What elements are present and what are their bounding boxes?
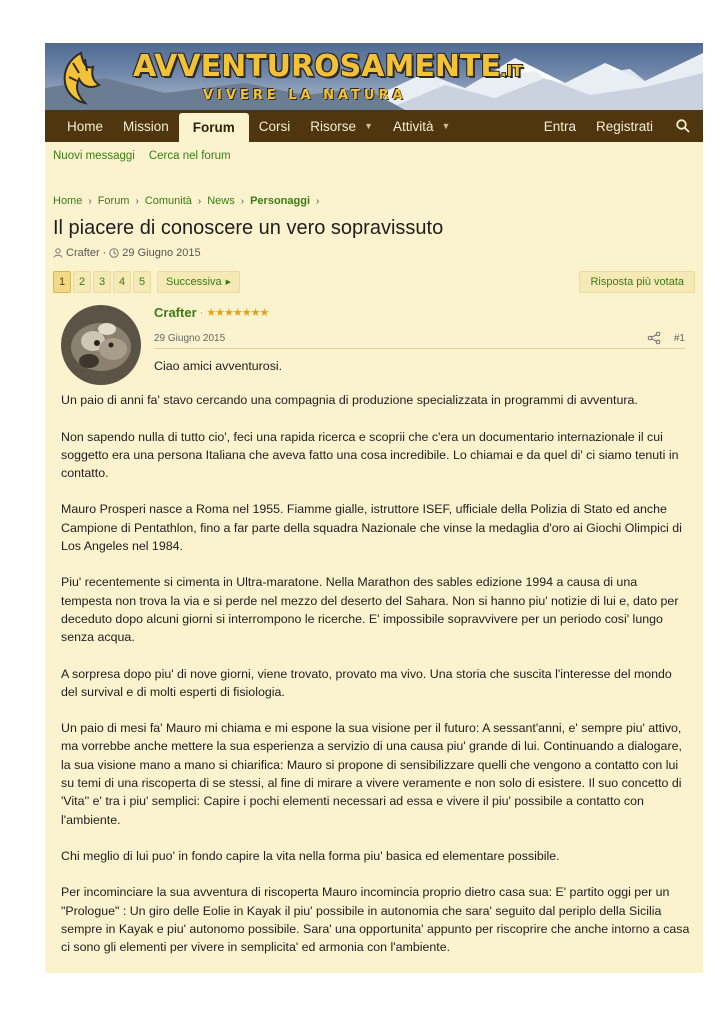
- page-5-button[interactable]: 5: [133, 271, 151, 293]
- brand-subtitle: VIVERE LA NATURA: [203, 88, 407, 103]
- nav-register[interactable]: Registrati: [595, 118, 653, 134]
- post-body: [61, 357, 691, 973]
- breadcrumb-home[interactable]: Home: [53, 195, 83, 207]
- breadcrumb-chevron-icon: ›: [240, 195, 245, 207]
- nav-risorse-label: Risorse: [310, 118, 357, 134]
- nav-attivita[interactable]: [383, 110, 460, 142]
- thread-date[interactable]: 29 Giugno 2015: [122, 247, 201, 259]
- page-title: Il piacere di conoscere un vero sopravissuto: [53, 217, 444, 239]
- sub-nav: [45, 142, 703, 170]
- nav-mission[interactable]: Mission: [123, 118, 169, 134]
- nav-login[interactable]: Entra: [543, 118, 576, 134]
- chevron-down-icon[interactable]: ▼: [364, 121, 373, 131]
- post-paragraph: Per incominciare la sua avventura di riscoperta Mauro incomincia proprio dietro casa sua: E' partito oggi per un "Prologue" : Un giro delle Eolie in Kayak il piu' possibile in autonomia che sara' seguito dal periplo della Sicilia sempre in Kayak e piu' autonomo possibile. Sara' una opportunita' appunto per riscoprire che anche intorno a casa ci sono gli elementi per vivere in semplicita' ed armonia con l'ambiente.: [61, 885, 690, 955]
- breadcrumb-chevron-icon: ›: [197, 195, 202, 207]
- top-voted-reply-button[interactable]: Risposta più votata: [579, 271, 695, 293]
- search-forum-link[interactable]: Cerca nel forum: [148, 150, 231, 162]
- post-paragraph: Mauro Prosperi nasce a Roma nel 1955. Fiamme gialle, istruttore ISEF, ufficiale della Polizia di Stato ed anche Campione di Pentathlon, fino a far parte della squadra Nazionale che vinse la medaglia d'oro ai Giochi Olimpici di Los Angeles nel 1984.: [61, 502, 682, 554]
- breadcrumb-comunita[interactable]: Comunità: [144, 195, 192, 207]
- user-icon: [53, 248, 63, 258]
- search-icon: [676, 119, 690, 133]
- meta-separator: ·: [102, 247, 107, 259]
- post-paragraph: Un paio di anni fa' stavo cercando una compagnia di produzione specializzata in programmi di avventura.: [61, 393, 638, 408]
- breadcrumb-chevron-icon: ›: [88, 195, 92, 207]
- nav-search-button[interactable]: [663, 110, 703, 142]
- thread-author[interactable]: Crafter: [66, 247, 100, 259]
- nav-risorse[interactable]: [300, 110, 383, 142]
- brand-title: [133, 49, 522, 84]
- breadcrumb-personaggi[interactable]: Personaggi: [250, 195, 310, 207]
- brand-title-text: AVVENTUROSAMENTE: [133, 49, 501, 84]
- post-author-line: [154, 305, 268, 320]
- nav-home[interactable]: Home: [67, 118, 104, 134]
- post-paragraph: Non sapendo nulla di tutto cio', feci una rapida ricerca e scoprii che c'era un documentario internazionale il cui soggetto era una persona Italiana che aveva fatto una cosa incredibile. Lo chiamai e da quel di' ci siamo tenuti in contatto.: [61, 429, 679, 481]
- post-number-link[interactable]: #1: [673, 333, 685, 344]
- next-page-label: Successiva: [166, 276, 222, 288]
- post-divider: [154, 348, 685, 349]
- breadcrumb-forum[interactable]: Forum: [97, 195, 130, 207]
- nav-attivita-label: Attività: [392, 118, 434, 134]
- new-messages-link[interactable]: Nuovi messaggi: [53, 150, 135, 162]
- post-author-name[interactable]: Crafter: [154, 305, 197, 320]
- wolf-logo-icon: [55, 49, 107, 105]
- post-paragraph: Chi meglio di lui puo' in fondo capire la vita nella forma piu' basica ed elementare possibile.: [61, 848, 560, 863]
- forum-page: [45, 43, 703, 973]
- breadcrumb: [53, 195, 325, 207]
- pagination: [53, 271, 240, 293]
- author-separator: ·: [199, 306, 204, 319]
- thread-meta: [53, 247, 201, 259]
- page-3-button[interactable]: 3: [93, 271, 111, 293]
- page-4-button[interactable]: 4: [113, 271, 131, 293]
- breadcrumb-news[interactable]: News: [207, 195, 235, 207]
- site-banner[interactable]: [45, 43, 703, 110]
- post-paragraph: Piu' recentemente si cimenta in Ultra-maratone. Nella Marathon des sables edizione 1994 a causa di una tempesta non trova la via e si perde nel mezzo del deserto del Sahara. Non si hanno piu' notizie di lui e, dato per deceduto dopo alcuni giorni si interrompono le ricerche. E' impossibile sopravvivere per un periodo cosi' lungo senza acqua.: [61, 575, 679, 645]
- post-paragraph: A sorpresa dopo piu' di nove giorni, viene trovato, provato ma vivo. Una storia che suscita l'interesse del mondo del survival e di molti esperti di fisiologia.: [61, 666, 672, 699]
- page-1-button[interactable]: 1: [53, 271, 71, 293]
- clock-icon: [109, 248, 119, 258]
- breadcrumb-chevron-icon: ›: [316, 195, 320, 207]
- nav-forum[interactable]: Forum: [179, 113, 249, 142]
- share-icon[interactable]: [647, 331, 661, 345]
- nav-corsi[interactable]: Corsi: [258, 118, 291, 134]
- page-2-button[interactable]: 2: [73, 271, 91, 293]
- nav-spacer: [460, 110, 533, 142]
- breadcrumb-chevron-icon: ›: [135, 195, 139, 207]
- brand-tld: .IT: [500, 62, 523, 80]
- chevron-down-icon[interactable]: ▼: [441, 121, 451, 131]
- chevron-right-icon: ▶: [225, 279, 232, 286]
- post-greeting: Ciao amici avventurosi.: [154, 359, 283, 373]
- post-date[interactable]: 29 Giugno 2015: [154, 333, 226, 344]
- rating-stars: ★★★★★★★: [206, 307, 269, 319]
- next-page-button[interactable]: [157, 271, 240, 293]
- post-paragraph: Un paio di mesi fa' Mauro mi chiama e mi espone la sua visione per il futuro: A sessant'anni, e' sempre piu' attivo, ma vorrebbe anche mettere la sua esperienza a servizio di una causa piu' grande di lui. Continuando a dialogare, la sua visione mano a mano si chiarifica: Mauro si propone di sensibilizzare quelli che vengono a contatto con lui su temi di una riscoperta di se stessi, al fine di mirare a vivere veramente e non solo di esistere. Il suo concetto di 'Vita'' e' tra i piu' semplici: Capire i pochi elementi necessari ad essa e vivere il piu' possibile a contatto con l'ambiente.: [61, 721, 682, 827]
- main-nav: [45, 110, 703, 142]
